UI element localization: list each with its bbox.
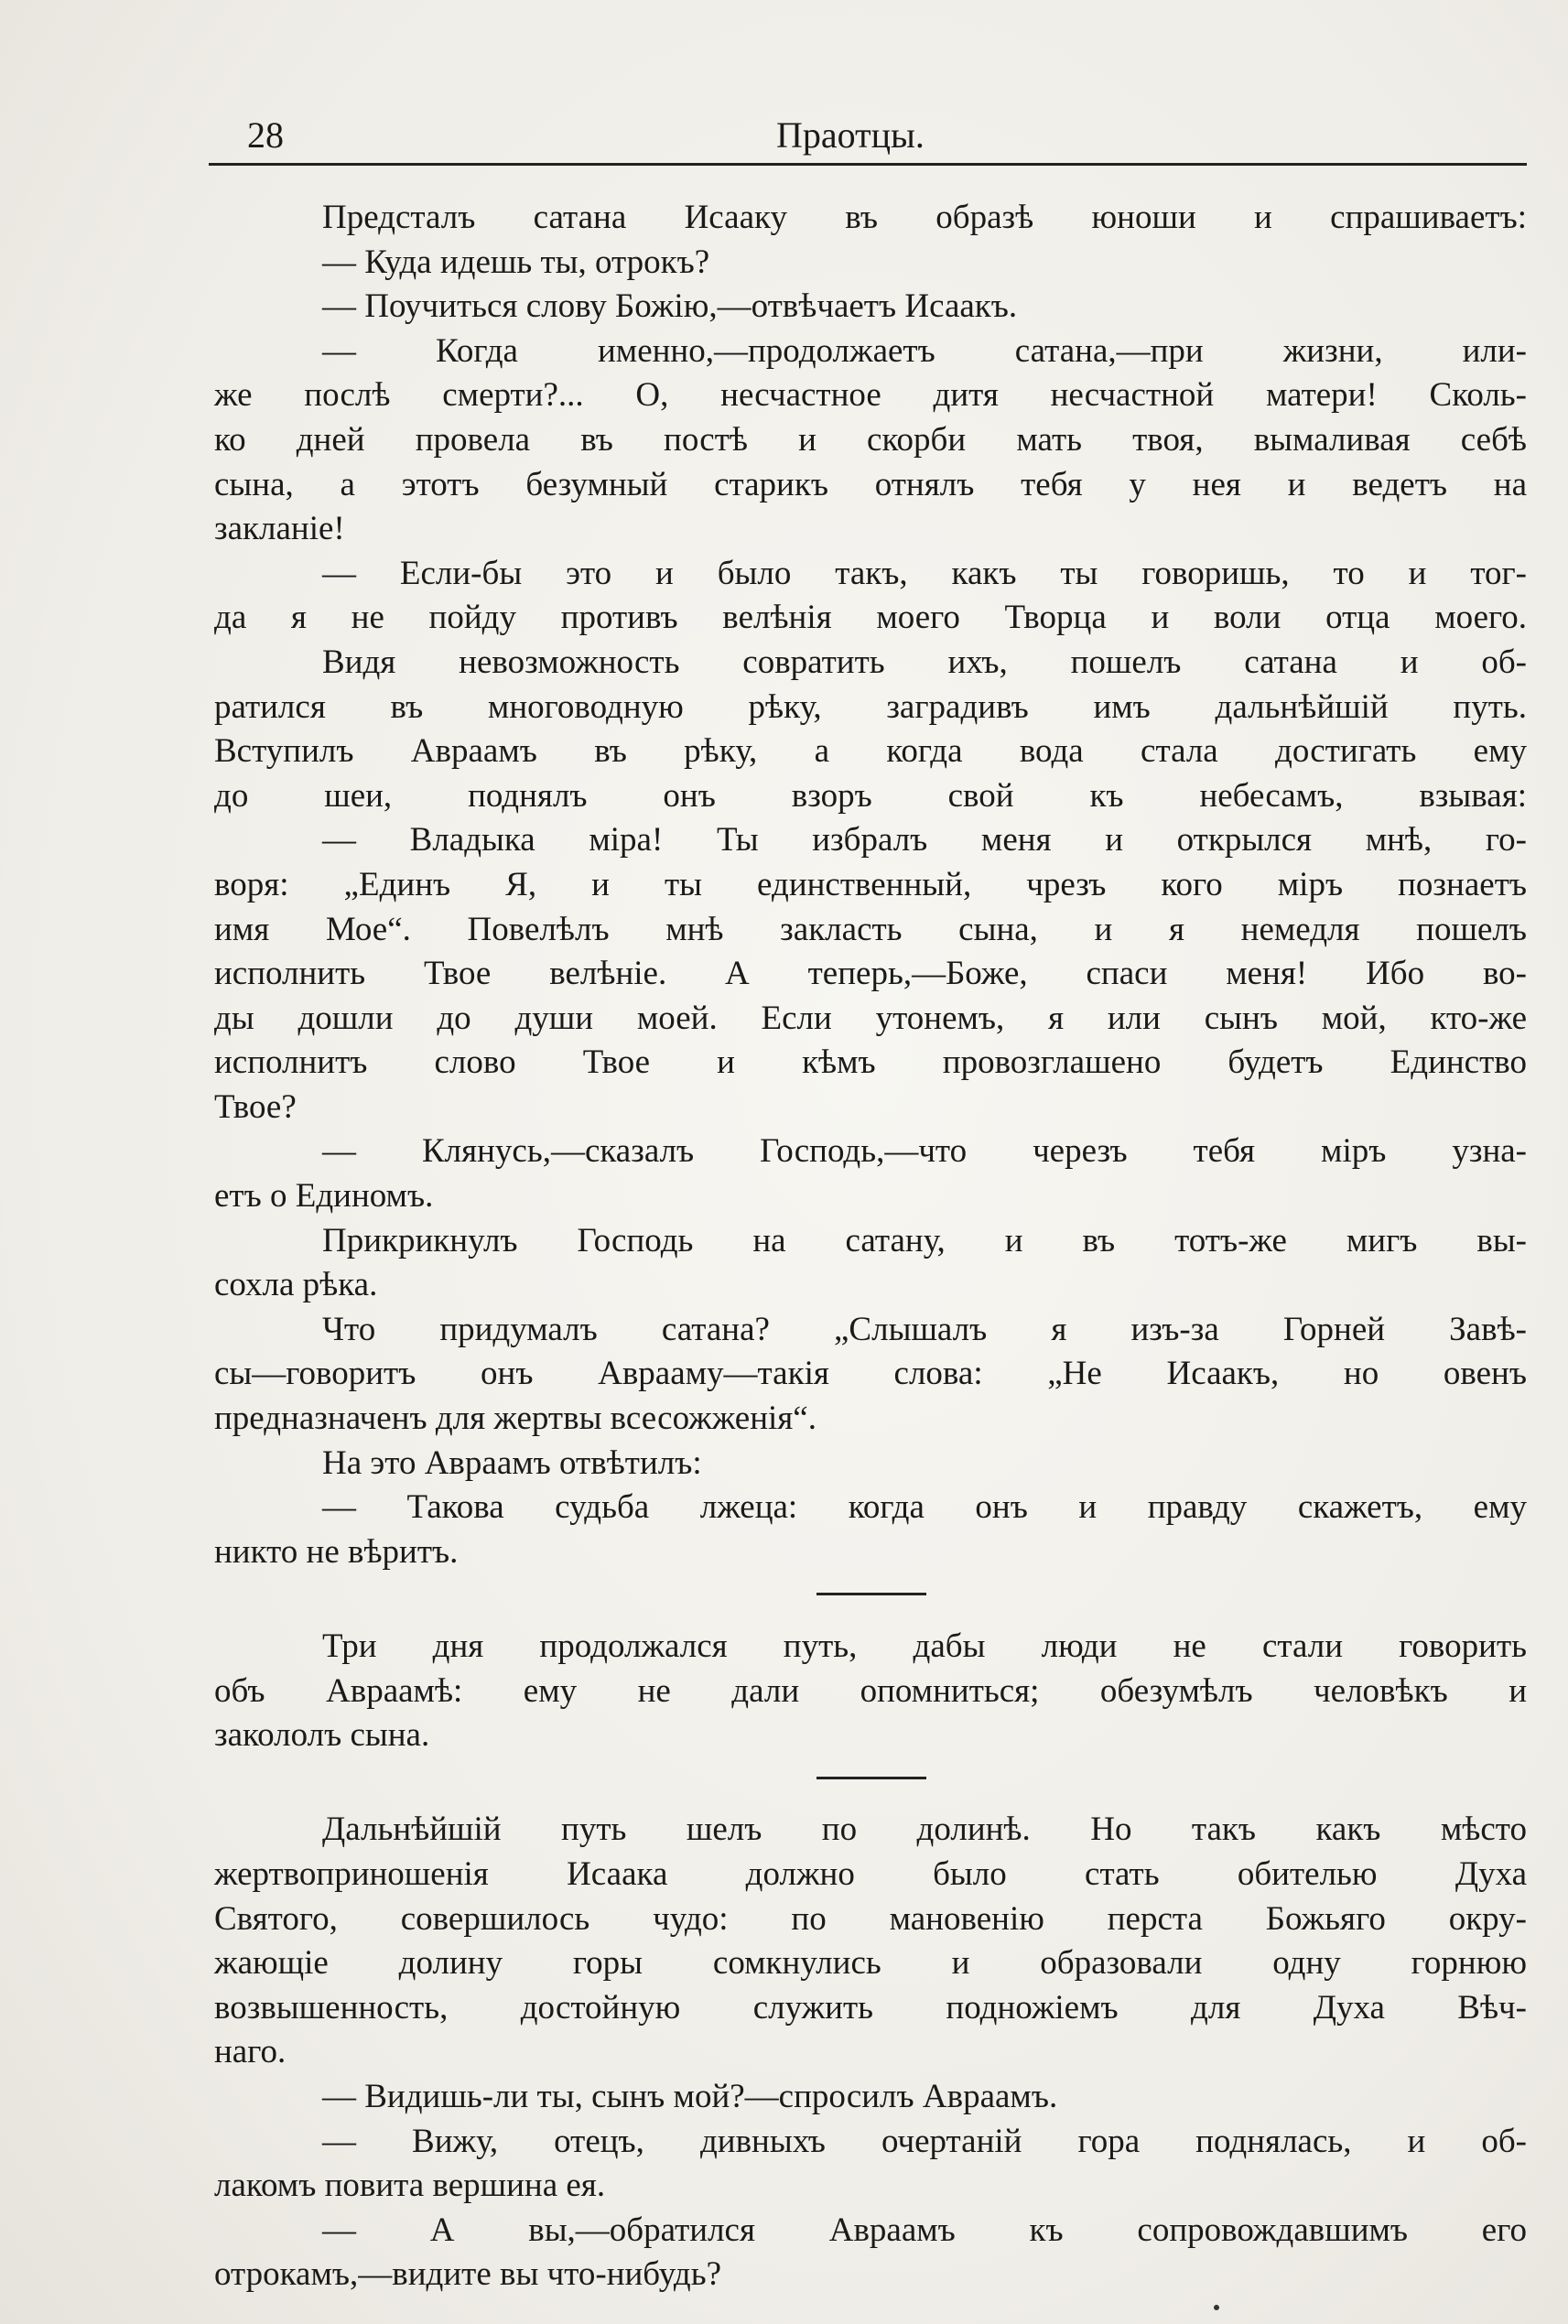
text-line: ратился въ многоводную рѣку, заградивъ имъ дальнѣйшій путь. [214,687,1527,726]
section-separator [214,1574,1527,1619]
text-line: Три дня продолжался путь, дабы люди не стали говорить [322,1627,1527,1665]
text-line: предназначенъ для жертвы всесожженія“. [214,1400,816,1438]
text-line: Вступилъ Авраамъ въ рѣку, а когда вода стала достигать ему [214,732,1527,771]
text-line: до шеи, поднялъ онъ взоръ свой къ небесамъ, взывая: [214,776,1527,815]
text-line: — Если-бы это и было такъ, какъ ты говоришь, то и тог- [322,554,1527,592]
text-line: воря: „Единъ Я, и ты единственный, чрезъ кого міръ познаетъ [214,865,1527,903]
text-line: етъ о Единомъ. [214,1177,434,1216]
section-separator [214,1758,1527,1803]
text-line: ко дней провела въ постѣ и скорби мать твоя, вымаливая себѣ [214,420,1527,459]
text-line: объ Авраамѣ: ему не дали опомниться; обезумѣлъ человѣкъ и [214,1671,1527,1710]
page-body [214,196,1527,2297]
text-line: жертвоприношенія Исаака должно было стать обителью Духа [214,1854,1527,1893]
text-line: отрокамъ,—видите вы что-нибудь? [214,2255,722,2294]
page-number: 28 [247,114,284,156]
text-line: ды дошли до души моей. Если утонемъ, я или сынъ мой, кто-же [214,999,1527,1037]
text-line: сына, а этотъ безумный старикъ отнялъ тебя у нея и ведетъ на [214,465,1527,503]
text-line: На это Авраамъ отвѣтилъ: [322,1443,702,1482]
text-line: закололъ сына. [214,1716,430,1755]
text-line: Дальнѣйшій путь шелъ по долинѣ. Но такъ какъ мѣсто [322,1811,1527,1849]
text-line: же послѣ смерти?... О, несчастное дитя несчастной матери! Сколь- [214,376,1527,415]
text-line: сохла рѣка. [214,1266,378,1304]
separator-rule [816,1777,926,1779]
text-line: — А вы,—обратился Авраамъ къ сопровождавшимъ его [322,2211,1527,2249]
text-line: — Клянусь,—сказалъ Господь,—что черезъ тебя міръ узна- [322,1132,1527,1171]
text-line: сы—говоритъ онъ Аврааму—такія слова: „Не Исаакъ, но овенъ [214,1355,1527,1393]
running-title: Праотцы. [776,114,925,156]
text-line: никто не вѣритъ. [214,1532,459,1571]
text-line: — Вижу, отецъ, дивныхъ очертаній гора поднялась, и об- [322,2122,1527,2160]
text-line: жающіе долину горы сомкнулись и образовали одну горнюю [214,1944,1527,1983]
text-line: — Куда идешь ты, отрокъ? [322,243,710,281]
text-line: возвышенность, достойную служить подножіемъ для Духа Вѣч- [214,1988,1527,2027]
text-line: лакомъ повита вершина ея. [214,2167,606,2205]
text-line: Что придумалъ сатана? „Слышалъ я изъ-за Горней Завѣ- [322,1310,1527,1348]
text-line: — Поучиться слову Божію,—отвѣчаетъ Исаакъ. [322,287,1018,326]
text-line: закланіе! [214,510,345,548]
text-line: да я не пойду противъ велѣнія моего Творца и воли отца моего. [214,599,1527,637]
separator-rule [816,1593,926,1595]
text-line: Видя невозможность совратить ихъ, пошелъ сатана и об- [322,643,1527,681]
text-line: Предсталъ сатана Исааку въ образѣ юноши и спрашиваетъ: [322,199,1527,236]
text-line: Прикрикнулъ Господь на сатану, и въ тотъ-же мигъ вы- [322,1221,1527,1259]
print-speck [1214,2305,1219,2310]
text-line: Твое? [214,1087,297,1126]
text-line: — Видишь-ли ты, сынъ мой?—спросилъ Авраамъ. [322,2077,1058,2115]
text-line: Святого, совершилось чудо: по мановенію перста Божьяго окру- [214,1899,1527,1938]
page-header [209,108,1527,172]
text-line: исполнитъ слово Твое и кѣмъ провозглашено будетъ Единство [214,1043,1527,1082]
text-line: — Такова судьба лжеца: когда онъ и правду скажетъ, ему [322,1488,1527,1527]
text-line: исполнить Твое велѣніе. А теперь,—Боже, спаси меня! Ибо во- [214,955,1527,993]
text-line: — Когда именно,—продолжаетъ сатана,—при жизни, или- [322,331,1527,370]
text-line: — Владыка міра! Ты избралъ меня и открылся мнѣ, го- [322,821,1527,859]
header-rule [209,163,1527,166]
text-line: наго. [214,2033,287,2071]
text-line: имя Мое“. Повелѣлъ мнѣ закласть сына, и я немедля пошелъ [214,910,1527,948]
